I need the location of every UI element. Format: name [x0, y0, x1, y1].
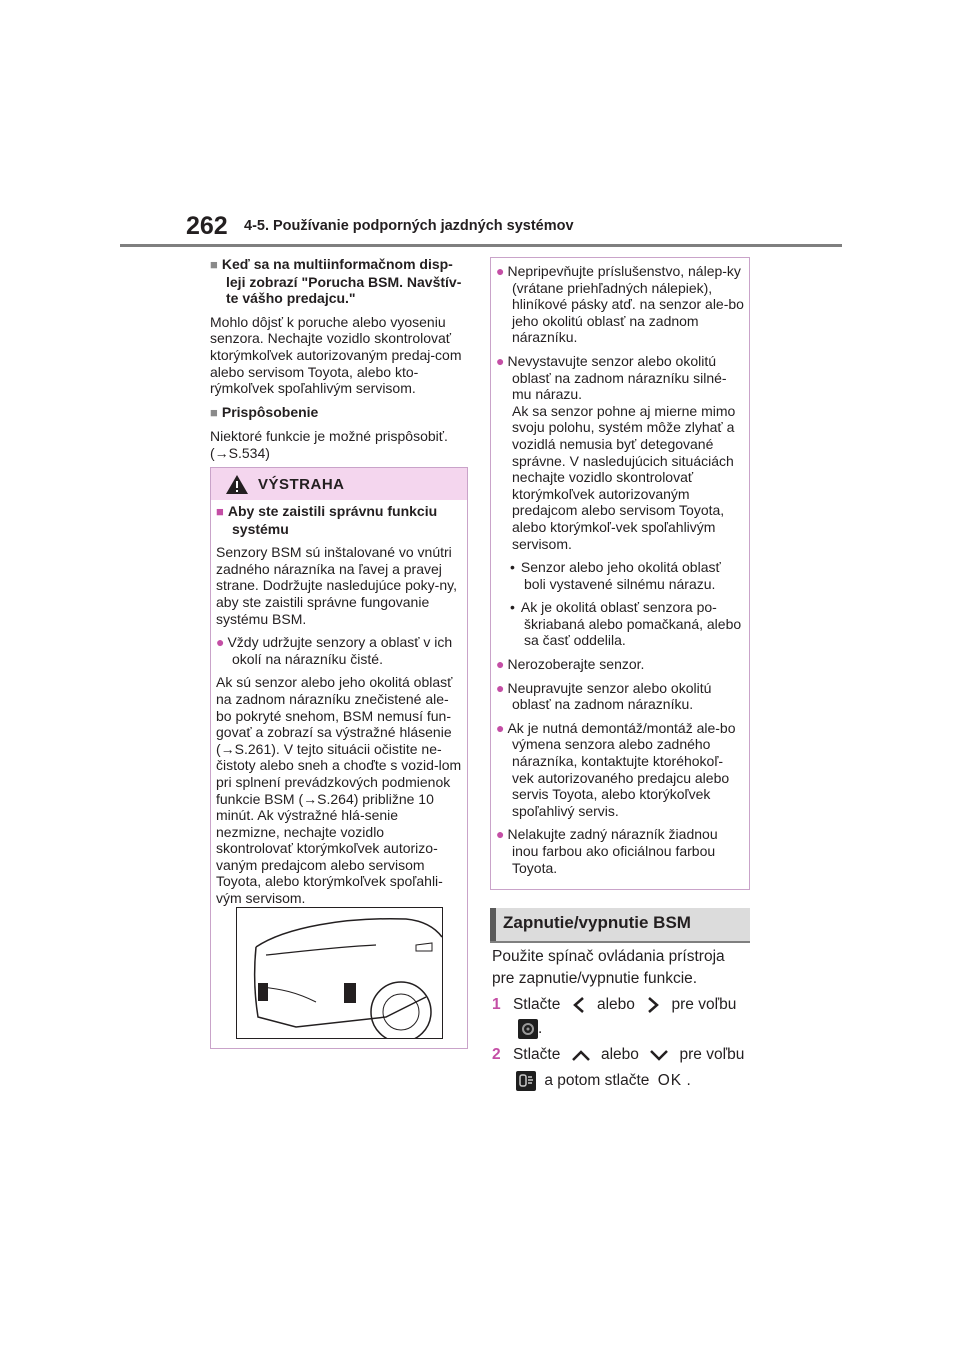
- caution-content: [496, 263, 744, 883]
- round-bullet-icon: ●: [496, 826, 505, 843]
- round-bullet-icon: ●: [496, 352, 505, 369]
- header-rule: [120, 244, 842, 247]
- round-bullet-icon: ●: [496, 263, 505, 279]
- paragraph: Senzory BSM sú inštalované vo vnútri zadného nárazníka na ľavej a pravej strane. Dodržujte nasledujúce poky-ny, aby ste zaistili správne fungovanie systému BSM.: [216, 544, 457, 627]
- settings-gear-icon: [518, 1019, 538, 1039]
- car-rear-illustration: [236, 907, 443, 1039]
- bullet-item: ● Ak je nutná demontáž/montáž ale-bo výmena senzora alebo zadného nárazníka, kontaktujte ktoréhokoľ-vek autorizovaného predajcu alebo servis Toyota, alebo ktorýkoľvek spoľahlivý servis.: [496, 719, 736, 819]
- bullet-item: ● Neupravujte senzor alebo okolitú oblasť na zadnom nárazníku.: [496, 679, 712, 713]
- bullet-item: ● Nevystavujte senzor alebo okolitú oblasť na zadnom nárazníku silné-mu nárazu.: [496, 352, 727, 403]
- bullet-item: ● Nerozoberajte senzor.: [496, 656, 645, 673]
- chevron-right-icon: [645, 996, 661, 1014]
- step-2: 2 Stlačte alebo pre voľbu a potom stlačte OK .: [492, 1046, 745, 1089]
- chapter-title: 4-5. Používanie podporných jazdných systémov: [244, 218, 574, 234]
- step-number: 1: [492, 996, 501, 1013]
- step-number: 2: [492, 1046, 501, 1063]
- page-number: 262: [186, 212, 228, 240]
- section-title: Zapnutie/vypnutie BSM: [503, 913, 691, 932]
- bsm-intro: Použite spínač ovládania prístroja pre zapnutie/vypnutie funkcie.: [492, 948, 725, 987]
- square-bullet-icon: ■: [210, 404, 218, 420]
- round-bullet-icon: ●: [496, 656, 505, 673]
- section-heading: ■ Keď sa na multiinformačnom disp-leji zobrazí "Porucha BSM. Navštív-te vášho predajcu.": [210, 256, 462, 307]
- chevron-down-icon: [649, 1048, 669, 1062]
- section-heading: ■ Prispôsobenie: [210, 403, 319, 420]
- step-1: 1 Stlačte alebo pre voľbu .: [492, 996, 737, 1037]
- paragraph: Niektoré funkcie je možné prispôsobiť. (→S.534): [210, 428, 448, 461]
- bullet-dot-icon: •: [510, 599, 515, 616]
- paragraph: Ak sú senzor alebo jeho okolitá oblasť na zadnom nárazníku znečistené ale-bo pokryté snehom, BSM nemusí fun-govať a zobrazí sa výstražné hlásenie (→S.261). V tejto situácii očistite ne-čistoty alebo sneh a choďte s vozid-lom pri splnení prevádzkových podmienok funkcie BSM (→S.264) približne 10 minút. Ak výstražné hlá-senie nezmizne, nechajte vozidlo skontrolovať ktorýmkoľvek autorizo-vaným predajcom alebo servisom Toyota, alebo ktorýmkoľvek spoľahli-vým servisom.: [216, 674, 462, 907]
- warning-title: VÝSTRAHA: [258, 476, 345, 493]
- square-bullet-icon: ■: [216, 504, 224, 519]
- round-bullet-icon: ●: [496, 679, 505, 696]
- warning-subheading: ■ Aby ste zaistili správnu funkciu systému: [216, 503, 438, 537]
- left-column: [210, 256, 468, 469]
- bullet-item: ● Vždy udržujte senzory a oblasť v ich okolí na nárazníku čisté.: [216, 634, 453, 667]
- round-bullet-icon: ●: [496, 719, 505, 736]
- bullet-item: ● Nelakujte zadný nárazník žiadnou inou farbou ako oficiálnou farbou Toyota.: [496, 826, 718, 876]
- dash-item: • Ak je okolitá oblasť senzora po-škriabaná alebo pomačkaná, alebo sa časť oddelila.: [510, 599, 742, 649]
- ok-button-label: OK: [657, 1072, 683, 1089]
- warning-triangle-icon: [225, 474, 249, 495]
- chevron-up-icon: [571, 1048, 591, 1062]
- bsm-icon: [516, 1071, 536, 1091]
- bullet-item: ● Nepripevňujte príslušenstvo, nálep-ky (vrátane priehľadných nálepiek), hliníkové pásky atď. na senzor ale-bo jeho okolitú oblasť na zadnom nárazníku.: [496, 263, 744, 346]
- paragraph: Mohlo dôjsť k poruche alebo vyoseniu senzora. Nechajte vozidlo skontrolovať ktorýmkoľvek autorizovaným predaj-com alebo servisom Toyota, alebo kto-rýmkoľvek spoľahlivým servisom.: [210, 313, 462, 397]
- chevron-left-icon: [571, 996, 587, 1014]
- warning-content: [216, 503, 462, 914]
- dash-item: • Senzor alebo jeho okolitá oblasť boli vystavené silnému nárazu.: [510, 559, 721, 592]
- square-bullet-icon: ■: [210, 257, 218, 272]
- paragraph: Ak sa senzor pohne aj mierne mimo svoju polohu, systém môže zlyhať a vozidlá nemusia byť detegované správne. V nasledujúcich situáciách nechajte vozidlo skontrolovať ktorýmkoľvek autorizovaným predajcom alebo servisom Toyota, alebo ktorýmkoľ-vek spoľahlivým servisom.: [512, 402, 736, 552]
- section-rule: [490, 941, 750, 943]
- bullet-dot-icon: •: [510, 559, 515, 576]
- title-accent: [490, 908, 496, 941]
- round-bullet-icon: ●: [216, 634, 225, 651]
